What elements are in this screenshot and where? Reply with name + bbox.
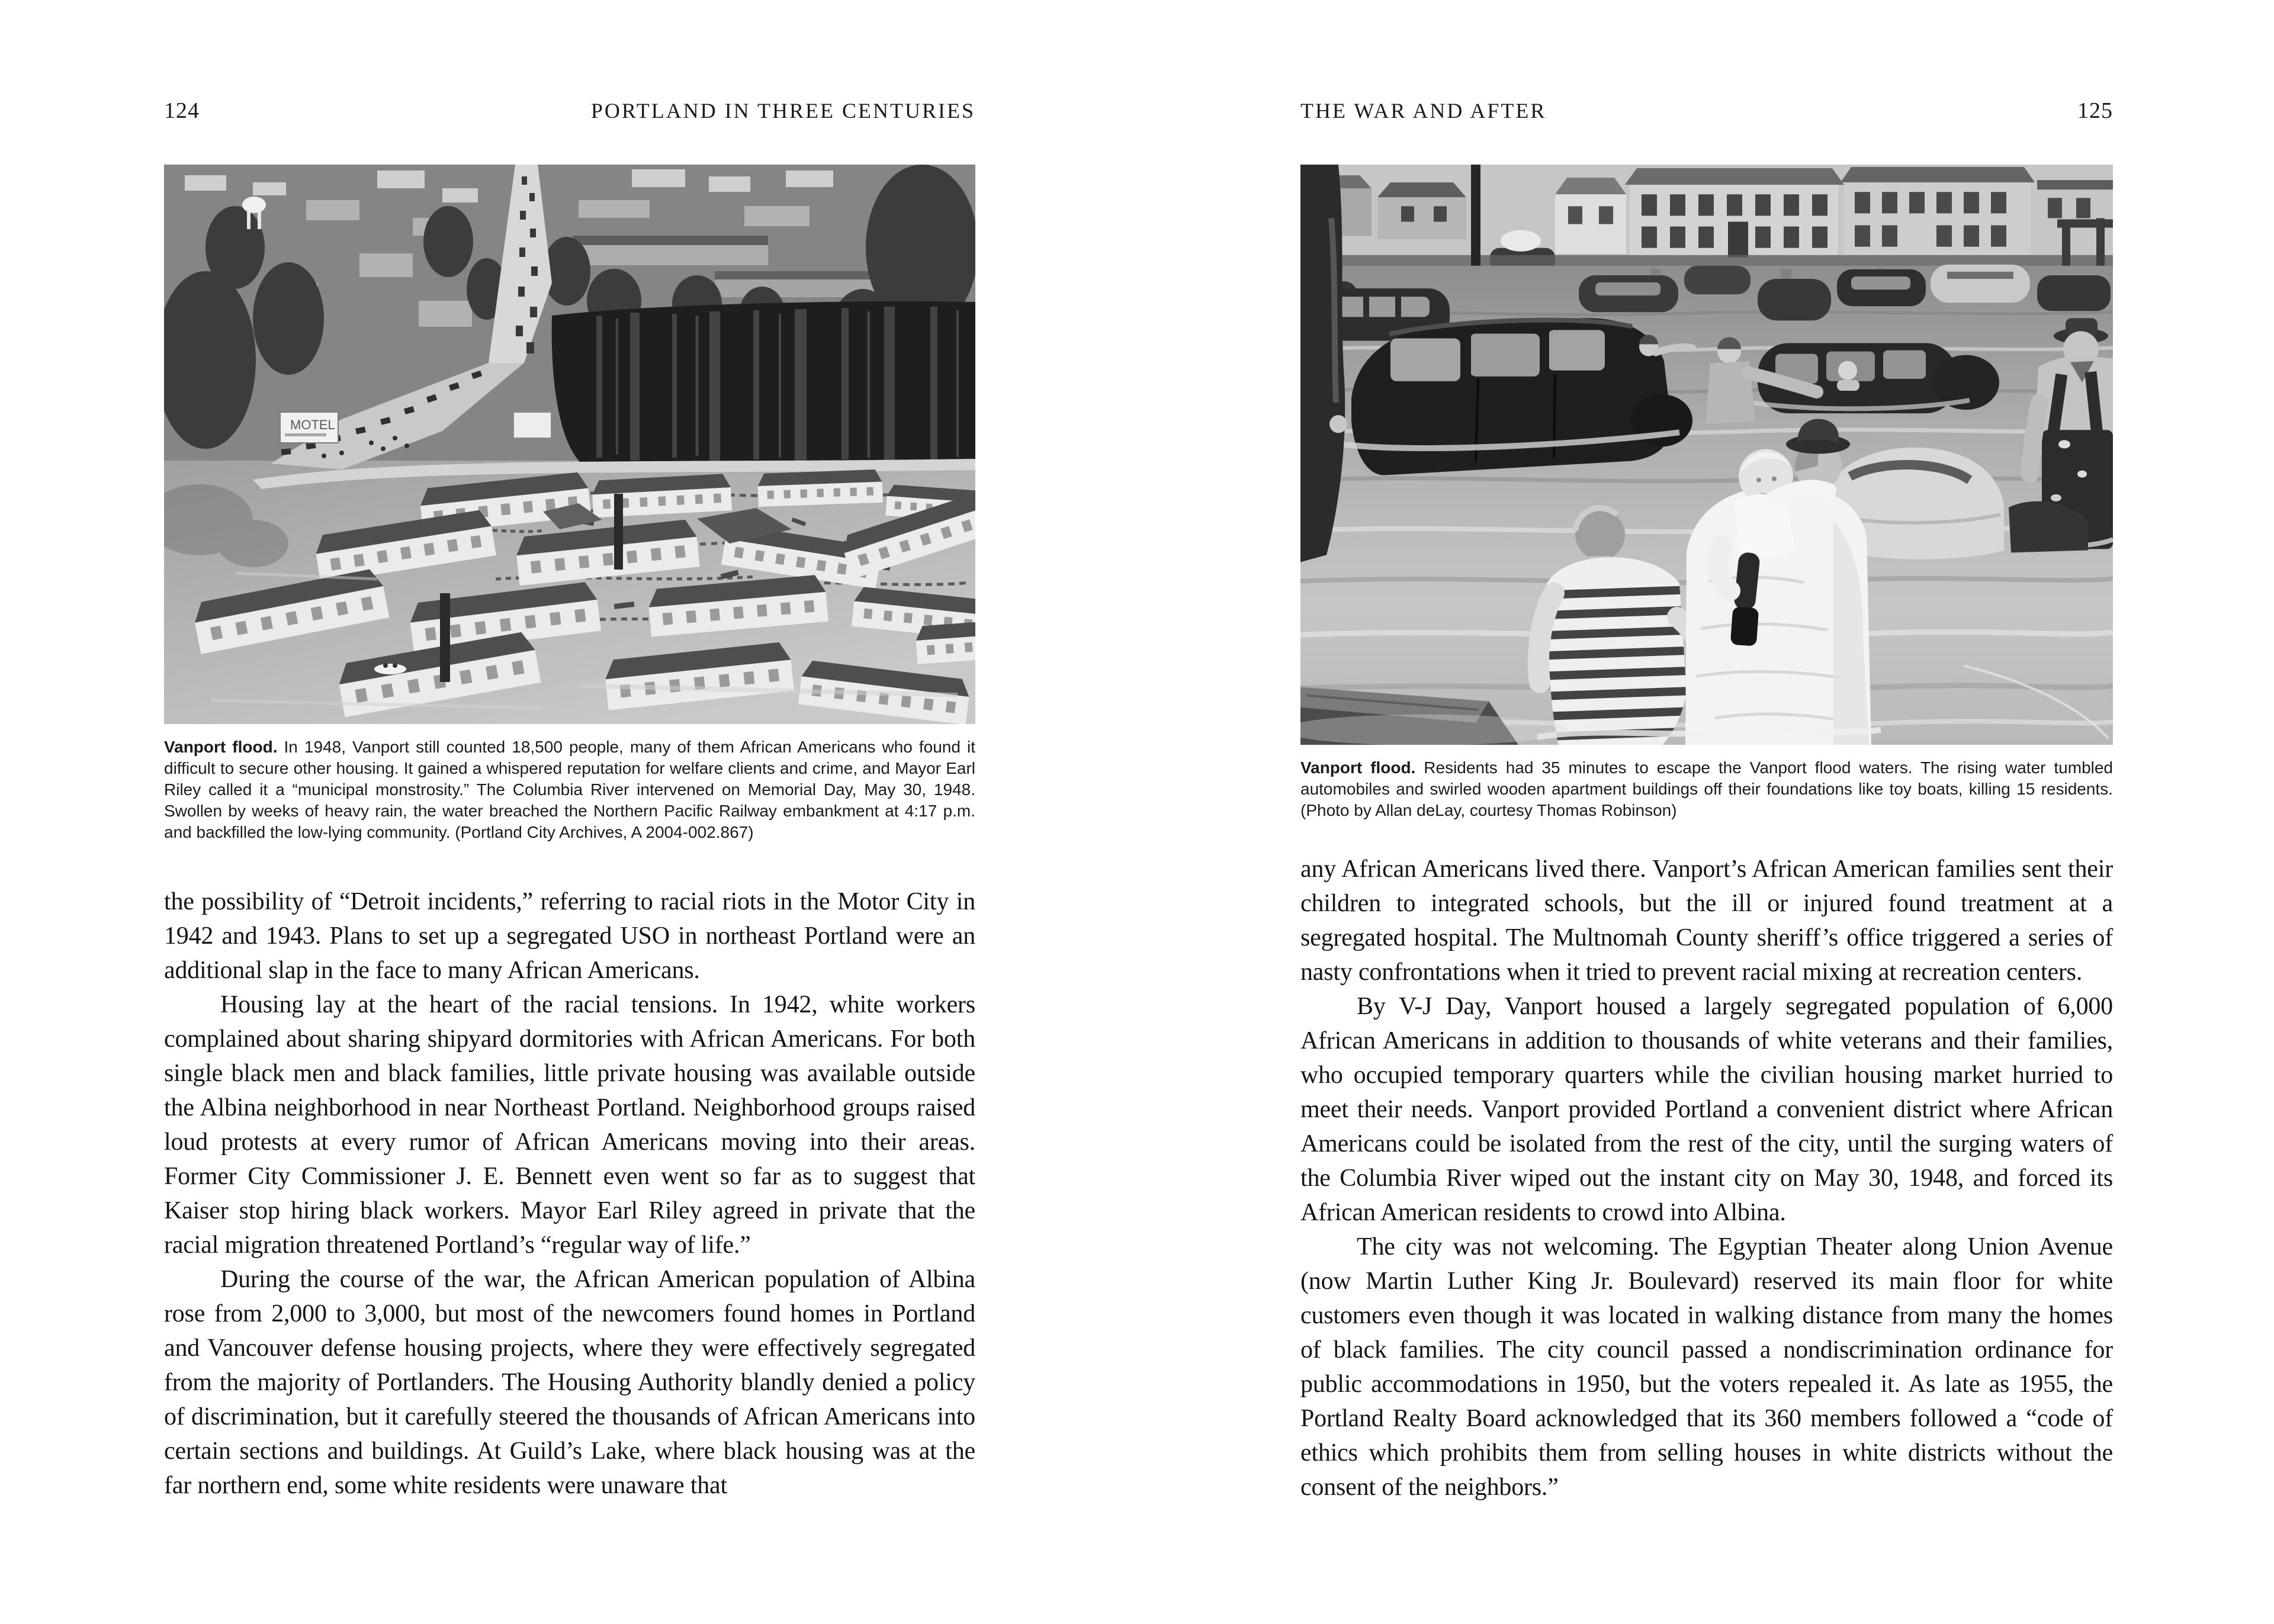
right-caption-text: Residents had 35 minutes to escape the Vanport flood waters. The rising water tumbled automobiles and swirled wooden apartment buildings off their foundations like toy boats, killing 15 residents. (Photo by Allan deLay, courtesy Thomas Robinson) <box>1300 758 2114 819</box>
right-photo-caption <box>1300 757 2113 821</box>
vanport-aerial-photo <box>164 165 975 724</box>
right-caption-lead: Vanport flood. <box>1300 758 1416 777</box>
body-paragraph: Housing lay at the heart of the racial tensions. In 1942, white workers complained about sharing shipyard dormitories with African Americans. For both single black men and black families, little private housing was available outside the Albina neighborhood in near Northeast Portland. Neighborhood groups raised loud protests at every rumor of African Americans moving into their areas. Former City Commissioner J. E. Bennett even went so far as to suggest that Kaiser stop hiring black workers. Mayor Earl Riley agreed in private that the racial migration threatened Portland’s “regular way of life.” <box>164 991 975 1259</box>
body-paragraph: any African Americans lived there. Vanport’s African American families sent their children to integrated schools, but the ill or injured found treatment at a segregated hospital. The Multnomah County sheriff’s office triggered a series of nasty confrontations when it tried to prevent racial mixing at recreation centers. <box>1300 856 2113 986</box>
svg-text:MOTEL: MOTEL <box>290 417 335 432</box>
left-photo-caption <box>164 737 975 843</box>
vanport-waders-photo <box>1300 165 2113 745</box>
running-header-left <box>164 99 975 123</box>
page-124 <box>164 0 975 1624</box>
body-paragraph: the possibility of “Detroit incidents,” referring to racial riots in the Motor City in 1942 and 1943. Plans to set up a segregated USO in northeast Portland were an additional slap in the face to many African Americans. <box>164 888 975 984</box>
page-number-left: 124 <box>164 98 200 123</box>
body-paragraph: During the course of the war, the African American population of Albina rose from 2,000 to 3,000, but most of the newcomers found homes in Portland and Vancouver defense housing projects, where they were effectively segregated from the majority of Portlanders. The Housing Authority blandly denied a policy of discrimination, but it carefully steered the thousands of African Americans into certain sections and buildings. At Guild’s Lake, where black housing was at the far northern end, some white residents were unaware that <box>164 1266 975 1499</box>
left-caption-text: In 1948, Vanport still counted 18,500 people, many of them African Americans who found it difficult to secure other housing. It gained a whispered reputation for welfare clients and crime, and Mayor Earl Riley called it a “municipal monstrosity.” The Columbia River intervened on Memorial Day, May 30, 1948. Swollen by weeks of heavy rain, the water breached the Northern Pacific Railway embankment at 4:17 p.m. and backfilled the low-lying community. (Portland City Archives, A 2004-002.867) <box>164 738 975 841</box>
running-head-title-right: THE WAR AND AFTER <box>1300 99 1547 123</box>
body-paragraph: The city was not welcoming. The Egyptian Theater along Union Avenue (now Martin Luther King Jr. Boulevard) reserved its main floor for white customers even though it was located in walking distance from many the homes of black families. The city council passed a nondiscrimination ordinance for public accommodations in 1950, but the voters repealed it. As late as 1955, the Portland Realty Board acknowledged that its 360 members followed a “code of ethics which prohibits them from selling houses in white districts without the consent of the neighbors.” <box>1300 1233 2113 1501</box>
right-body-text <box>1300 852 2113 1504</box>
body-paragraph: By V-J Day, Vanport housed a largely segregated population of 6,000 African Americans in addition to thousands of white veterans and their families, who occupied temporary quarters while the civilian housing market hurried to meet their needs. Vanport provided Portland a convenient district where African Americans could be isolated from the rest of the city, until the surging waters of the Columbia River wiped out the instant city on May 30, 1948, and forced its African American residents to crowd into Albina. <box>1300 993 2113 1226</box>
running-header-right <box>1300 99 2113 123</box>
left-body-text <box>164 885 975 1503</box>
left-caption-lead: Vanport flood. <box>164 738 278 756</box>
page-number-right: 125 <box>2077 98 2113 123</box>
running-head-title-left: PORTLAND IN THREE CENTURIES <box>590 99 975 123</box>
page-125 <box>1300 0 2113 1624</box>
